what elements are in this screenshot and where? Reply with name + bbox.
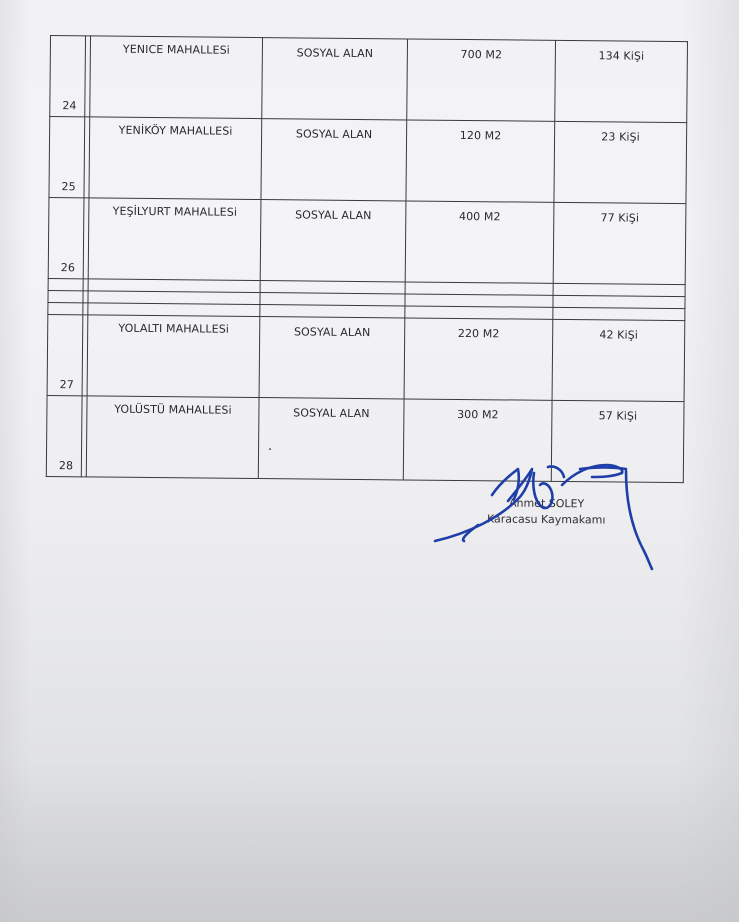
empty-cell (48, 303, 83, 315)
table-row (50, 36, 688, 123)
table-row (47, 315, 685, 402)
neighbourhood-name: YOLALTI MAHALLESi (118, 321, 230, 336)
usage-type: SOSYAL ALAN (296, 46, 374, 61)
row-number-cell (47, 315, 83, 396)
capacity-value: 23 KiŞi (601, 130, 640, 144)
row-number-cell (46, 396, 82, 477)
area-value: 120 M2 (459, 128, 502, 143)
row-number: 26 (60, 261, 76, 275)
neighbourhood-cell (89, 117, 262, 200)
row-number: 27 (59, 378, 74, 392)
area-value: 400 M2 (458, 209, 501, 224)
row-number-cell (48, 198, 84, 279)
neighbourhood-cell (86, 396, 259, 479)
usage-type: SOSYAL ALAN (295, 127, 373, 142)
signatory-name: Ahmet SOLEY (508, 496, 585, 511)
area-cell (407, 39, 556, 121)
neighbourhood-name: YOLÜSTÜ MAHALLESi (114, 402, 232, 417)
neighbourhood-cell (88, 198, 261, 281)
table-row (49, 117, 687, 204)
area-cell (404, 318, 553, 400)
neighbourhood-name: YEŞİLYURT MAHALLESi (112, 204, 238, 219)
usage-cell (259, 317, 405, 399)
signatory-title: Karacasu Kaymakamı (486, 512, 606, 527)
capacity-cell (555, 40, 688, 122)
usage-type: SOSYAL ALAN (293, 325, 371, 340)
usage-cell (258, 398, 404, 480)
capacity-value: 134 KiŞi (598, 49, 645, 63)
area-cell (405, 201, 554, 283)
neighbourhood-cell (90, 36, 263, 119)
row-number: 28 (58, 459, 74, 473)
row-number: 24 (62, 99, 77, 113)
neighbourhood-cell (87, 315, 260, 398)
table-row (48, 198, 686, 285)
capacity-cell (553, 202, 686, 284)
neighbourhood-table (46, 35, 688, 483)
usage-cell (262, 38, 408, 120)
area-value: 220 M2 (457, 326, 500, 341)
neighbourhood-name: YENİKÖY MAHALLESi (118, 123, 233, 138)
row-number-cell (49, 117, 85, 198)
usage-cell (261, 119, 407, 201)
empty-cell (48, 291, 83, 303)
capacity-value: 77 KiŞi (600, 211, 640, 225)
row-number: 25 (61, 180, 76, 194)
capacity-value: 57 KiŞi (598, 409, 638, 423)
signature-strokes (435, 465, 652, 569)
area-value: 700 M2 (460, 47, 503, 62)
usage-type: SOSYAL ALAN (295, 208, 372, 223)
area-cell (406, 120, 555, 202)
capacity-value: 42 KiŞi (599, 328, 638, 342)
row-number-cell (50, 36, 86, 117)
neighbourhood-name: YENICE MAHALLESi (122, 42, 230, 57)
empty-cell (48, 279, 83, 291)
area-value: 300 M2 (457, 407, 499, 422)
capacity-cell (554, 121, 687, 203)
stray-ink-dot (269, 448, 271, 450)
usage-cell (260, 200, 406, 282)
handwritten-signature (430, 455, 670, 585)
usage-type: SOSYAL ALAN (293, 406, 370, 421)
capacity-cell (552, 319, 685, 401)
